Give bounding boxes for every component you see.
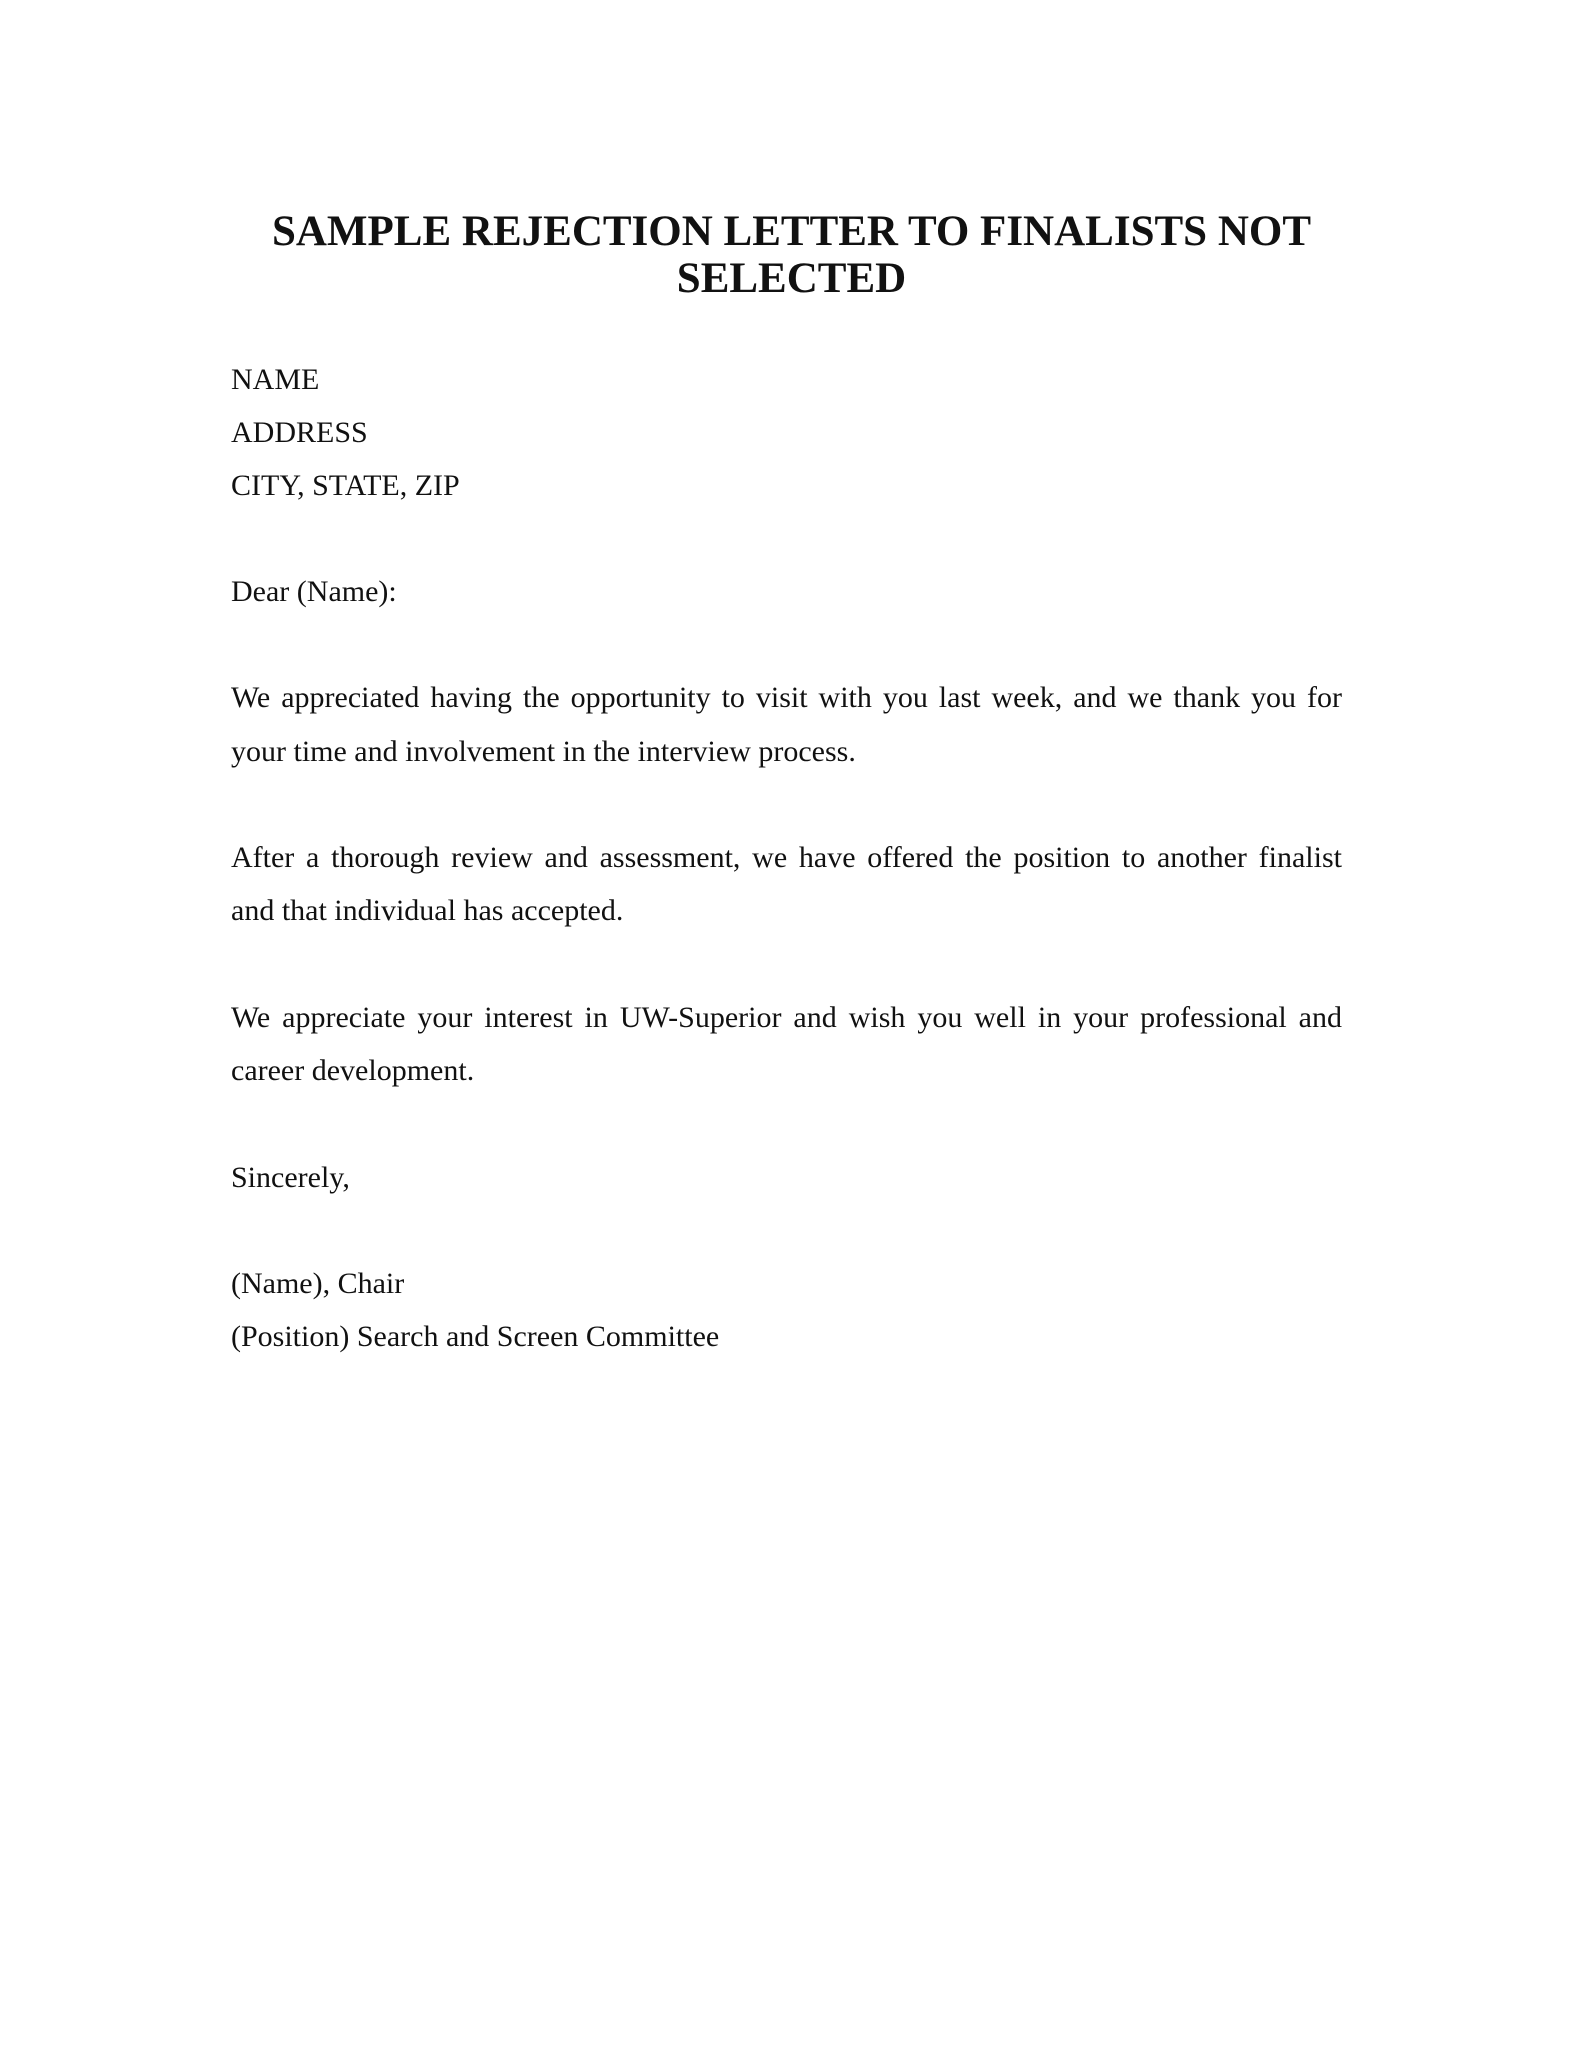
paragraph-2-line-1: After a thorough review and assessment, we have offered the position to another finalist xyxy=(231,841,1342,874)
recipient-city-state-zip: CITY, STATE, ZIP xyxy=(231,469,460,502)
signature-position-line: (Position) Search and Screen Committee xyxy=(231,1320,720,1353)
recipient-address: ADDRESS xyxy=(231,416,368,449)
paragraph-3-line-1: We appreciate your interest in UW-Superior and wish you well in your professional and xyxy=(231,1001,1342,1034)
document-title-line-2: SELECTED xyxy=(676,255,907,302)
paragraph-3-line-2: career development. xyxy=(231,1054,475,1087)
paragraph-2-line-2: and that individual has accepted. xyxy=(231,894,624,927)
paragraph-1-line-1: We appreciated having the opportunity to visit with you last week, and we thank you for xyxy=(231,681,1342,714)
recipient-name: NAME xyxy=(231,363,320,396)
salutation: Dear (Name): xyxy=(231,575,397,608)
signature-name-line: (Name), Chair xyxy=(231,1267,405,1300)
closing: Sincerely, xyxy=(231,1161,350,1194)
paragraph-1-line-2: your time and involvement in the interview process. xyxy=(231,735,856,768)
document-title-line-1: SAMPLE REJECTION LETTER TO FINALISTS NOT xyxy=(271,208,1312,255)
